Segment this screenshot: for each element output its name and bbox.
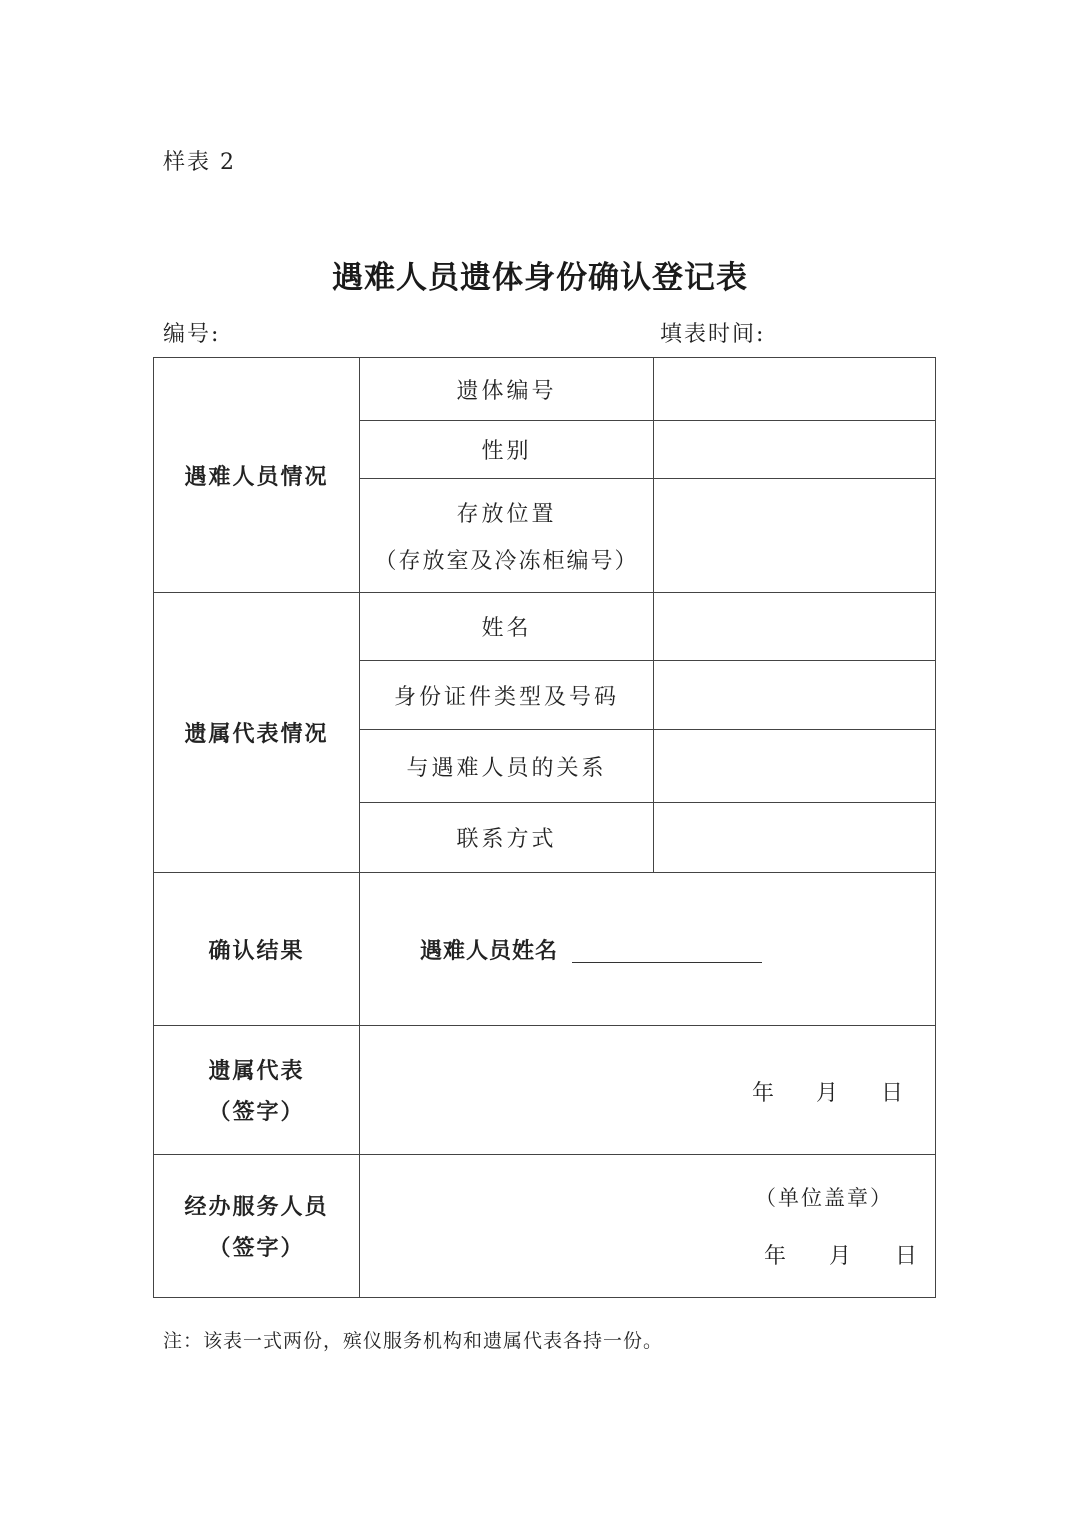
staff-sign-label-line2: （签字） [208,1236,305,1261]
field-label-storage-location [360,479,653,592]
field-label-name: 姓名 [481,616,532,641]
staff-sign-year: 年 [764,1244,787,1269]
victim-name-prompt: 遇难人员姓名 [420,938,559,964]
unit-seal-label: （单位盖章） [755,1186,893,1210]
footer-note: 注：该表一式两份，殡仪服务机构和遗属代表各持一份。 [163,1330,664,1352]
result-content [360,873,935,1025]
number-label: 编号: [163,322,221,347]
field-label-gender: 性别 [481,439,532,464]
family-sign-label-line2: （签字） [208,1100,305,1125]
result-section-label: 确认结果 [208,938,305,964]
storage-location-input[interactable] [654,479,935,592]
family-sign-day: 日 [881,1081,904,1106]
family-sign-month: 月 [816,1081,839,1106]
id-number-input[interactable] [654,661,935,729]
family-sign-label-line1: 遗属代表 [208,1059,305,1084]
contact-input[interactable] [654,803,935,872]
storage-location-text: 存放位置 [456,501,557,527]
fill-time-label: 填表时间: [660,322,766,347]
family-sign-area[interactable] [360,1026,935,1154]
registration-form-table [153,357,936,1298]
staff-sign-month: 月 [829,1244,852,1269]
field-label-id-type-number: 身份证件类型及号码 [393,684,619,710]
form-title: 遇难人员遗体身份确认登记表 [332,260,748,296]
field-label-contact: 联系方式 [456,827,557,852]
family-sign-year: 年 [752,1081,775,1106]
staff-sign-label [154,1155,359,1297]
body-number-input[interactable] [654,358,935,420]
field-label-body-number: 遗体编号 [456,378,557,404]
relationship-input[interactable] [654,730,935,802]
staff-sign-label-line1: 经办服务人员 [184,1195,329,1220]
family-name-input[interactable] [654,593,935,660]
gender-input[interactable] [654,421,935,478]
field-label-relationship: 与遇难人员的关系 [406,755,607,781]
staff-sign-day: 日 [895,1244,918,1269]
sample-label: 样表 2 [163,150,236,175]
family-sign-label [154,1026,359,1154]
staff-sign-area[interactable] [360,1155,935,1297]
victim-section-label: 遇难人员情况 [184,464,329,490]
victim-name-blank[interactable] [572,936,762,963]
storage-location-hint: （存放室及冷冻柜编号） [374,548,639,574]
family-section-label: 遗属代表情况 [184,722,329,747]
